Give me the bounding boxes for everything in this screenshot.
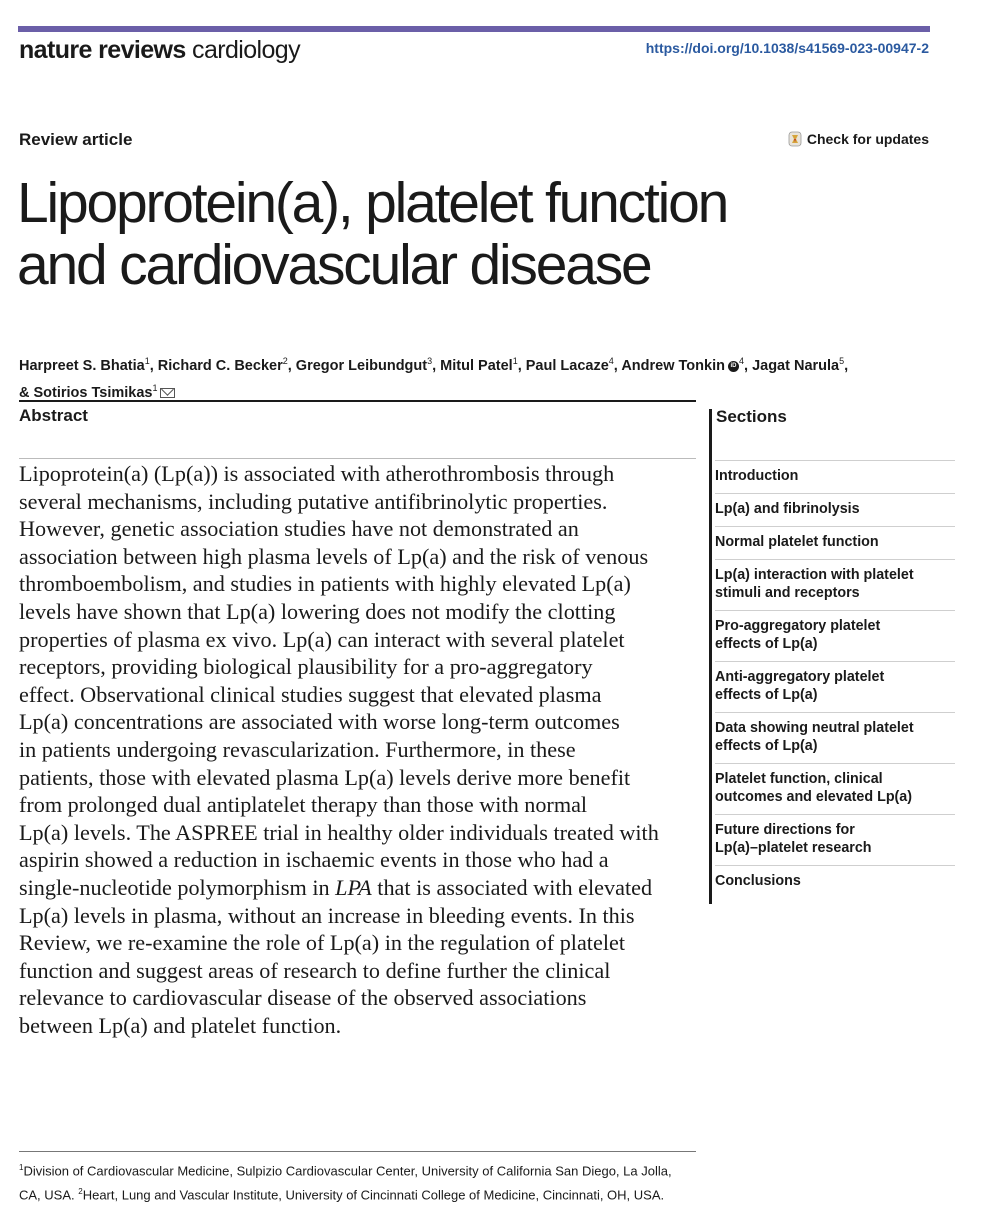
- abstract-line: receptors, providing biological plausibility for a pro-aggregatory: [19, 654, 593, 680]
- journal-name-light: cardiology: [192, 36, 300, 64]
- title-line: Lipoprotein(a), platelet function: [17, 171, 728, 235]
- abstract-line: Lp(a) concentrations are associated with worse long-term outcomes: [19, 709, 620, 735]
- check-for-updates-label: Check for updates: [806, 131, 929, 147]
- author-name[interactable]: Gregor Leibundgut$^3$: [295, 356, 433, 374]
- doi-link[interactable]: https://doi.org/10.1038/s41569-023-00947-2: [645, 40, 929, 56]
- abstract-line: Review, we re-examine the role of Lp(a) in the regulation of platelet: [19, 930, 625, 956]
- section-link[interactable]: Introduction: [715, 460, 955, 493]
- abstract-line: relevance to cardiovascular disease of the observed associations: [19, 985, 587, 1011]
- abstract-line: effect. Observational clinical studies suggest that elevated plasma: [19, 681, 602, 707]
- abstract-line: in patients undergoing revascularization. Furthermore, in these: [19, 736, 576, 762]
- section-link[interactable]: Future directions for Lp(a)–platelet research: [715, 814, 955, 865]
- author-name[interactable]: Paul Lacaze$^4$: [525, 356, 614, 374]
- abstract-line: function and suggest areas of research to define further the clinical: [19, 957, 611, 983]
- abstract-line: patients, those with elevated plasma Lp(a) levels derive more benefit: [19, 764, 631, 790]
- abstract-divider: [19, 458, 696, 459]
- abstract-line: levels have shown that Lp(a) lowering does not modify the clotting: [19, 598, 616, 624]
- abstract-line: Lp(a) levels in plasma, without an increase in bleeding events. In this: [19, 902, 635, 928]
- abstract-line: from prolonged dual antiplatelet therapy than those with normal: [19, 792, 588, 818]
- abstract-line: However, genetic association studies have not demonstrated an: [19, 516, 579, 542]
- abstract-line: association between high plasma levels of Lp(a) and the risk of venous: [19, 543, 649, 569]
- check-for-updates-button[interactable]: [788, 131, 929, 147]
- section-link[interactable]: Pro-aggregatory platelet effects of Lp(a): [715, 610, 955, 661]
- abstract-line: thromboembolism, and studies in patients with highly elevated Lp(a): [19, 571, 631, 597]
- abstract-line: several mechanisms, including putative antifibrinolytic properties.: [19, 488, 608, 514]
- article-type: Review article: [19, 130, 133, 149]
- title-line: and cardiovascular disease: [17, 233, 651, 297]
- author-name[interactable]: Jagat Narula$^5$: [752, 356, 845, 374]
- sections-heading: Sections: [716, 407, 787, 426]
- section-link[interactable]: Data showing neutral platelet effects of Lp(a): [715, 712, 955, 763]
- footnote-line: $^1$Division of Cardiovascular Medicine, Sulpizio Cardiovascular Center, University of California San Diego, La Jolla,: [19, 1163, 672, 1179]
- check-for-updates-icon: [788, 131, 802, 147]
- author-name[interactable]: & Sotirios Tsimikas$^1$: [19, 385, 175, 401]
- journal-logo[interactable]: [19, 36, 300, 65]
- author-list: Harpreet S. Bhatia$^1$, Richard C. Becker$^2$, Gregor Leibundgut$^3$, Mitul Patel$^1$, Paul Lacaze$^4$, Andrew Tonkin iD $^4$, Jagat Narula$^5$, & Sotirios Tsimikas$^1$: [19, 356, 849, 401]
- section-link[interactable]: Normal platelet function: [715, 526, 955, 559]
- abstract-line: Lipoprotein(a) (Lp(a)) is associated with atherothrombosis through: [19, 461, 615, 486]
- article-title: [17, 172, 947, 296]
- abstract-line: properties of plasma ex vivo. Lp(a) can interact with several platelet: [19, 626, 625, 652]
- section-link[interactable]: Platelet function, clinical outcomes and elevated Lp(a): [715, 763, 955, 814]
- section-link[interactable]: Lp(a) and fibrinolysis: [715, 493, 955, 526]
- affiliations-footnote: [19, 1157, 709, 1206]
- author-name[interactable]: Andrew Tonkin iD $^4$: [621, 356, 744, 374]
- author-name[interactable]: Harpreet S. Bhatia$^1$: [19, 356, 150, 374]
- sections-nav: [715, 460, 955, 898]
- footnote-line: CA, USA. $^2$Heart, Lung and Vascular Institute, University of Cincinnati College of Medicine, Cincinnati, OH, USA.: [19, 1187, 665, 1203]
- section-link[interactable]: Conclusions: [715, 865, 955, 898]
- section-link[interactable]: Lp(a) interaction with platelet stimuli and receptors: [715, 559, 955, 610]
- abstract-line: aspirin showed a reduction in ischaemic events in those who had a: [19, 847, 609, 873]
- abstract-heading: Abstract: [19, 406, 88, 425]
- abstract-line: Lp(a) levels. The ASPREE trial in healthy older individuals treated with: [19, 819, 659, 845]
- footnote-rule: [19, 1151, 696, 1152]
- author-name[interactable]: Mitul Patel$^1$: [440, 356, 518, 374]
- email-icon[interactable]: [160, 388, 175, 398]
- abstract-line: single-nucleotide polymorphism in LPA that is associated with elevated: [19, 874, 653, 900]
- abstract-text: [19, 460, 709, 1039]
- orcid-icon[interactable]: iD: [728, 361, 739, 372]
- section-link[interactable]: Anti-aggregatory platelet effects of Lp(a): [715, 661, 955, 712]
- abstract-rule: [19, 400, 696, 402]
- abstract-line: between Lp(a) and platelet function.: [19, 1012, 342, 1038]
- author-name[interactable]: Richard C. Becker$^2$: [157, 356, 288, 374]
- journal-name-bold: nature reviews: [19, 36, 186, 64]
- journal-header-bar: [18, 26, 930, 32]
